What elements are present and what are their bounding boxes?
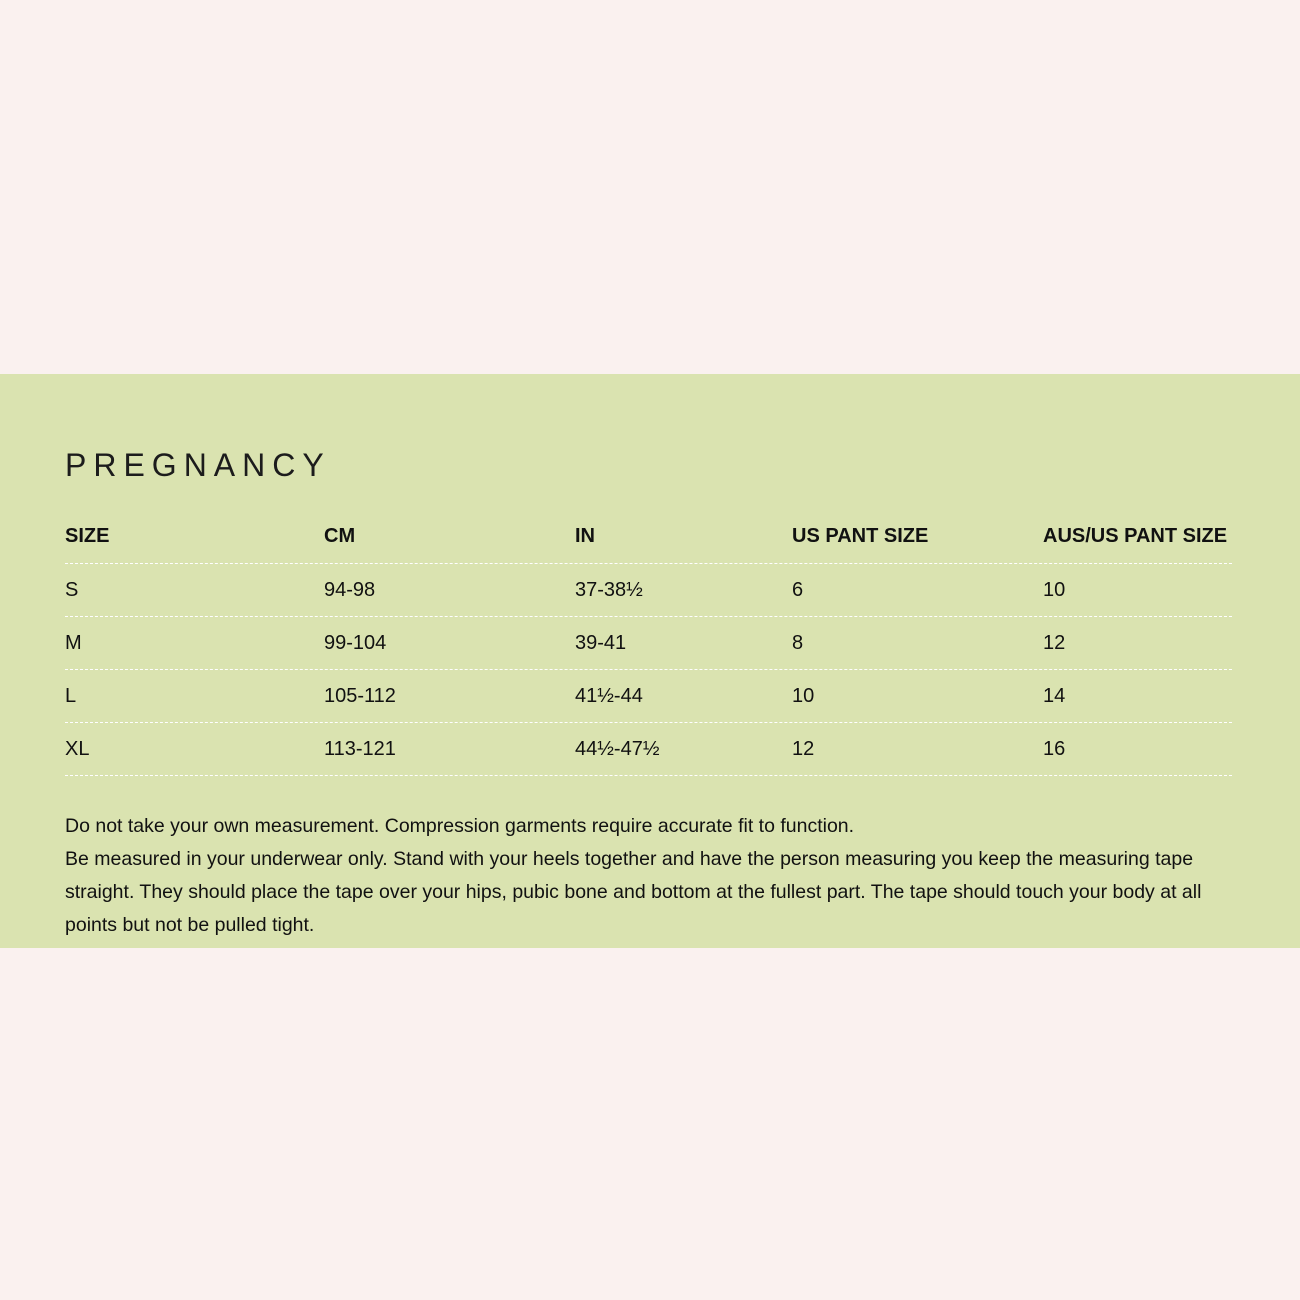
- cell-aus-us-pant-size: 14: [1043, 684, 1066, 707]
- cell-us-pant-size: 8: [792, 631, 804, 654]
- cell-cm: 99-104: [324, 631, 387, 654]
- cell-size: M: [65, 631, 82, 654]
- column-header-in: IN: [575, 525, 595, 547]
- cell-aus-us-pant-size: 12: [1043, 631, 1066, 654]
- cell-size: L: [65, 684, 77, 707]
- table-header-row: [65, 510, 1232, 564]
- cell-aus-us-pant-size: 16: [1043, 737, 1066, 760]
- size-table: [65, 510, 1232, 776]
- column-header-us-pant-size: US PANT SIZE: [792, 525, 929, 547]
- cell-us-pant-size: 10: [792, 684, 815, 707]
- cell-cm: 94-98: [324, 578, 376, 601]
- table-row-l: [65, 670, 1232, 723]
- cell-cm: 113-121: [324, 737, 396, 760]
- cell-cm: 105-112: [324, 684, 396, 707]
- cell-us-pant-size: 6: [792, 578, 804, 601]
- table-row-xl: [65, 723, 1232, 776]
- cell-in: 37-38½: [575, 578, 643, 601]
- cell-size: S: [65, 578, 79, 601]
- cell-in: 41½-44: [575, 684, 643, 707]
- table-row-s: [65, 564, 1232, 617]
- size-chart-title: PREGNANCY: [65, 447, 331, 483]
- column-header-aus-us-pant-size: AUS/US PANT SIZE: [1043, 525, 1228, 547]
- cell-us-pant-size: 12: [792, 737, 815, 760]
- note-own-measurement: Do not take your own measurement. Compression garments require accurate fit to function.: [65, 815, 855, 837]
- measurement-notes: [65, 810, 1235, 942]
- cell-in: 39-41: [575, 631, 627, 654]
- cell-aus-us-pant-size: 10: [1043, 578, 1066, 601]
- cell-size: XL: [65, 737, 90, 760]
- column-header-cm: CM: [324, 525, 356, 547]
- column-header-size: SIZE: [65, 525, 110, 547]
- note-measuring-instructions: Be measured in your underwear only. Stand with your heels together and have the person measuring you keep the measuring tape straight. They should place the tape over your hips, pubic bone and bottom at the fullest part. The tape should touch your body at all points but not be pulled tight.: [65, 848, 1202, 936]
- cell-in: 44½-47½: [575, 737, 660, 760]
- table-row-m: [65, 617, 1232, 670]
